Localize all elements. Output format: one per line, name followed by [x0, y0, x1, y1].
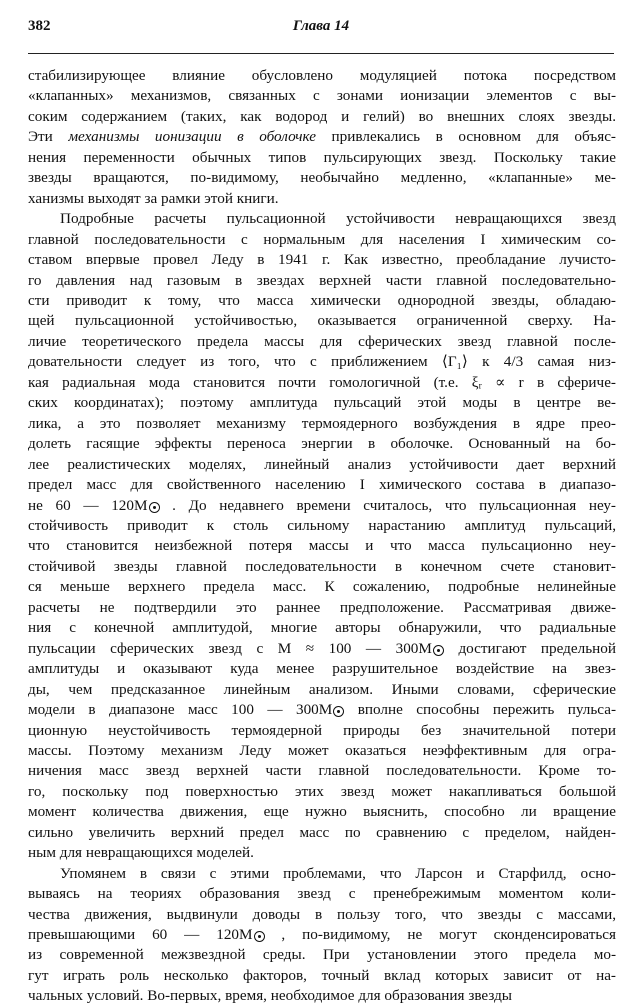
- text-segment: Эти: [28, 128, 69, 146]
- text-segment: из современной межзвездной среды. При установлении этого предела мо-: [28, 946, 616, 964]
- text-line: [28, 107, 616, 127]
- text-line: [28, 557, 616, 577]
- text-line: [28, 782, 616, 802]
- text-line: [28, 884, 616, 904]
- text-segment: щей пульсационной устойчивостью, оказывается ограниченной сверху. На-: [28, 312, 616, 330]
- text-segment: сильно увеличить верхний предел масс по сравнению с пределом, найден-: [28, 823, 616, 841]
- text-segment: лее реалистических моделях, линейный анализ устойчивости дает верхний: [28, 455, 616, 473]
- text-segment: расчеты не подтвердили это раннее предположение. Рассматривая движе-: [28, 598, 616, 616]
- text-line: [28, 986, 616, 1006]
- solar-mass-icon: [433, 645, 444, 656]
- text-line: [28, 434, 616, 454]
- text-segment: ся меньше верхнего предела масс. К сожалению, подробные нелинейные: [28, 578, 616, 596]
- text-line: [28, 864, 616, 884]
- text-line: [28, 577, 616, 597]
- text-line: [28, 721, 616, 741]
- text-line: [28, 311, 616, 331]
- text-line: [28, 843, 616, 863]
- text-segment: Упомянем в связи с этими проблемами, что Ларсон и Старфилд, осно-: [60, 864, 616, 882]
- text-line: [28, 271, 616, 291]
- text-segment: момент количества движения, еще нужно выяснить, способно ли вращение: [28, 803, 616, 821]
- text-line: [28, 598, 616, 618]
- text-segment: ния с конечной амплитудой, многие авторы обнаружили, что радиальные: [28, 619, 616, 637]
- text-segment: соким содержанием (таких, как водород и гелий) во внешних слоях звезды.: [28, 107, 616, 125]
- text-line: [28, 455, 616, 475]
- text-segment: ских координатах); поэтому амплитуда пульсаций этой моды в центре ве-: [28, 394, 616, 412]
- text-line: [28, 414, 616, 434]
- text-segment: ставом впервые провел Леду в 1941 г. Как известно, преобладание лучисто-: [28, 251, 616, 269]
- text-segment: вполне способны пережить пульса-: [344, 701, 616, 719]
- text-line: [28, 332, 616, 352]
- text-segment: ционную неустойчивость термоядерной природы без значительной потери: [28, 721, 616, 739]
- text-line: [28, 905, 616, 925]
- body-text: [28, 66, 616, 1007]
- text-line: [28, 516, 616, 536]
- text-segment: довательности следует из того, что с приближением ⟨Γ₁⟩ к 4/3 самая низ-: [28, 353, 616, 371]
- text-segment: личие теоретического предела массы для сферических звезд главной после-: [28, 332, 616, 350]
- page-header: [28, 18, 614, 42]
- page-number: 382: [28, 18, 51, 34]
- text-line: [28, 945, 616, 965]
- text-segment: кая радиальная мода становится почти гомологичной (т.е. ξᵣ ∝ r в сфериче-: [28, 373, 616, 391]
- text-line: [28, 639, 616, 659]
- text-line: [28, 127, 616, 147]
- paragraph: [28, 209, 616, 864]
- text-segment: главной последовательности с нормальным для населения I химическим со-: [28, 230, 616, 248]
- text-line: [28, 536, 616, 556]
- text-segment: ханизмы выходят за рамки этой книги.: [28, 189, 279, 207]
- italic-term: механизмы ионизации в оболочке: [68, 128, 316, 146]
- text-line: [28, 352, 616, 372]
- text-segment: стойчивой звезды главной последовательности в конечном счете становит-: [28, 557, 616, 575]
- text-segment: «клапанных» механизмов, связанных с зонами ионизации элементов с вы-: [28, 87, 616, 105]
- text-segment: нения переменности обычных типов пульсирующих звезд. Поскольку такие: [28, 148, 616, 166]
- text-segment: вываясь на теориях образования звезд с пренебрежимым моментом коли-: [28, 885, 616, 903]
- solar-mass-icon: [149, 502, 160, 513]
- text-line: [28, 230, 616, 250]
- text-segment: не 60 — 120M: [28, 496, 148, 514]
- text-segment: . До недавнего времени считалось, что пульсационная неу-: [159, 496, 616, 514]
- text-segment: массы. Поэтому механизм Леду может оказаться неэффективным для огра-: [28, 741, 616, 759]
- text-segment: Подробные расчеты пульсационной устойчивости невращающихся звезд: [60, 210, 616, 228]
- text-segment: лика, а это позволяет механизму термоядерного возбуждения в ядре прео-: [28, 414, 616, 432]
- solar-mass-icon: [333, 706, 344, 717]
- text-line: [28, 925, 616, 945]
- text-segment: долеть гасящие эффекты переноса энергии в оболочке. Основанный на бо-: [28, 435, 616, 453]
- text-segment: ничения масс звезд верхней части главной последовательности. Кроме то-: [28, 762, 616, 780]
- text-line: [28, 680, 616, 700]
- paragraph: [28, 66, 616, 209]
- text-segment: чальных условий. Во-первых, время, необходимое для образования звезды: [28, 987, 512, 1005]
- text-line: [28, 209, 616, 229]
- text-segment: сти приводит к тому, что масса химически однородной звезды, обладаю-: [28, 291, 616, 309]
- text-segment: гут играть роль несколько факторов, точный вклад которых зависит от на-: [28, 966, 616, 984]
- text-segment: модели в диапазоне масс 100 — 300M: [28, 701, 333, 719]
- text-line: [28, 496, 616, 516]
- text-line: [28, 148, 616, 168]
- text-line: [28, 168, 616, 188]
- text-line: [28, 966, 616, 986]
- text-line: [28, 291, 616, 311]
- paragraph: [28, 864, 616, 1007]
- text-line: [28, 618, 616, 638]
- text-line: [28, 802, 616, 822]
- text-segment: , по-видимому, не могут сконденсироваться: [264, 926, 616, 944]
- text-segment: пульсации сферических звезд с M ≈ 100 — 300M: [28, 639, 432, 657]
- text-segment: достигают предельной: [443, 639, 617, 657]
- text-segment: что становится неизбежной потеря массы и что масса пульсационно неу-: [28, 537, 616, 555]
- text-line: [28, 373, 616, 393]
- text-line: [28, 741, 616, 761]
- text-line: [28, 250, 616, 270]
- text-segment: звезды вращаются, по-видимому, необычайно медленно, «клапанные» ме-: [28, 169, 616, 187]
- text-segment: ным для невращающихся моделей.: [28, 844, 254, 862]
- text-line: [28, 761, 616, 781]
- running-title: Глава 14: [292, 18, 350, 34]
- text-line: [28, 189, 616, 209]
- header-rule: [28, 53, 614, 54]
- text-line: [28, 823, 616, 843]
- text-segment: превышающими 60 — 120M: [28, 926, 253, 944]
- text-line: [28, 700, 616, 720]
- text-line: [28, 393, 616, 413]
- text-segment: предел масс для свойственного населению I химического состава в диапазо-: [28, 476, 616, 494]
- text-segment: го, поскольку под поверхностью этих звезд может накапливаться большой: [28, 782, 616, 800]
- text-line: [28, 86, 616, 106]
- text-segment: стабилизирующее влияние обусловлено модуляцией потока посредством: [28, 67, 616, 84]
- solar-mass-icon: [254, 931, 265, 942]
- text-line: [28, 66, 616, 86]
- text-segment: го давления над газовым в звездах верхней части главной последовательно-: [28, 271, 616, 289]
- text-segment: стойчивость приводит к столь сильному нарастанию амплитуд пульсаций,: [28, 516, 616, 534]
- text-segment: чества движения, выдвинули доводы в пользу того, что звезды с массами,: [28, 905, 616, 923]
- text-line: [28, 475, 616, 495]
- text-segment: привлекались в основном для объяс-: [316, 128, 616, 146]
- text-segment: амплитуды и оказывают куда менее разрушительное воздействие на звез-: [28, 660, 616, 678]
- text-line: [28, 659, 616, 679]
- text-segment: ды, чем предсказанное линейным анализом. Иными словами, сферические: [28, 680, 616, 698]
